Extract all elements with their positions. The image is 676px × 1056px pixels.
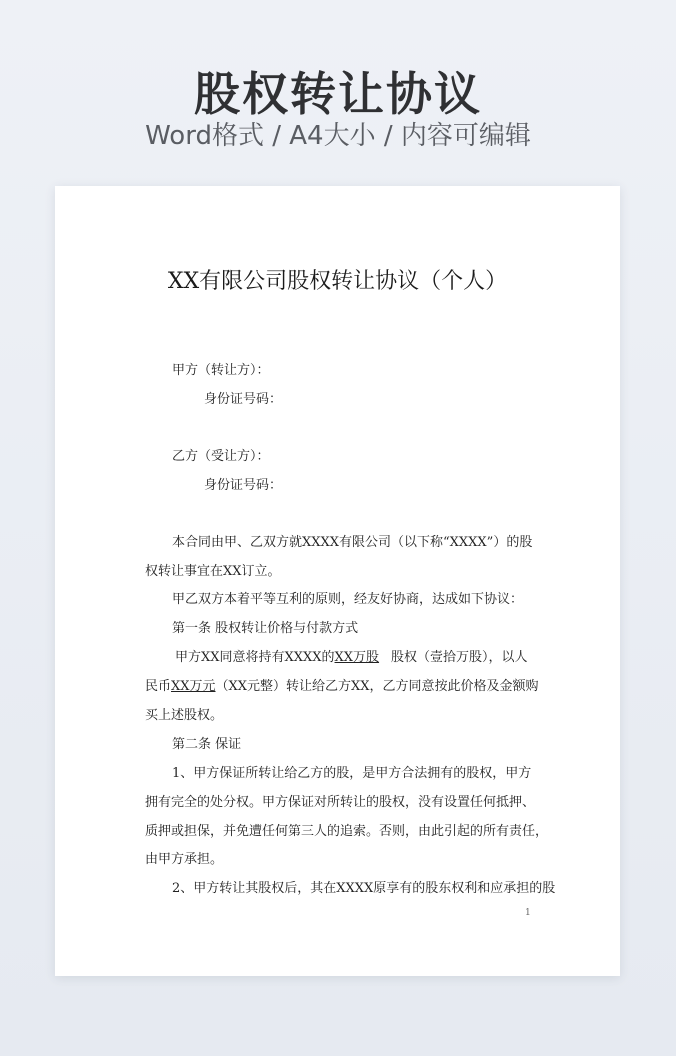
article-1-line-1-pre: 甲方XX同意将持有XXXX的 [175,650,335,665]
article-2-p2-line-1: 2、甲方转让其股权后，其在XXXX原享有的股东权利和应承担的股 [172,881,556,896]
price-field: XX万元 [171,679,216,694]
article-1-line-1-post: 股权（壹拾万股），以人 [391,650,528,665]
article-2-p1-line-2: 拥有完全的处分权。甲方保证对所转让的股权，没有设置任何抵押、 [145,795,536,810]
intro-line-2: 权转让事宜在XX订立。 [145,564,281,579]
document-page [55,186,620,976]
principle-line: 甲乙双方本着平等互利的原则，经友好协商，达成如下协议： [172,592,524,607]
party-b-id-label: 身份证号码： [204,478,283,493]
article-2-p1-line-3: 质押或担保，并免遭任何第三人的追索。否则，由此引起的所有责任， [145,824,549,839]
article-2-p1-line-4: 由甲方承担。 [145,852,224,867]
party-b-label: 乙方（受让方）： [172,449,270,464]
banner-subtitle: Word格式 / A4大小 / 内容可编辑 [145,121,531,151]
article-1-line-2-pre: 民币 [145,679,172,694]
article-1-line-3: 买上述股权。 [145,708,224,723]
party-a-id-label: 身份证号码： [204,392,283,407]
party-a-label: 甲方（转让方）： [172,363,270,378]
banner-title: 股权转让协议 [194,67,482,121]
intro-line-1: 本合同由甲、乙双方就XXXX有限公司（以下称“XXXX”）的股 [172,535,533,550]
document-title: XX有限公司股权转让协议（个人） [167,269,508,294]
page-number: 1 [525,908,531,918]
article-1-line-1 [175,648,528,668]
document-body [55,186,620,976]
article-2-heading: 第二条 保证 [172,737,242,752]
share-count-field: XX万股 [334,650,380,665]
article-1-line-2-post: （XX元整）转让给乙方XX，乙方同意按此价格及金额购 [215,679,539,694]
article-1-heading: 第一条 股权转让价格与付款方式 [172,621,359,636]
article-2-p1-line-1: 1、甲方保证所转让给乙方的股，是甲方合法拥有的股权，甲方 [172,766,532,781]
article-1-line-2 [145,677,539,697]
